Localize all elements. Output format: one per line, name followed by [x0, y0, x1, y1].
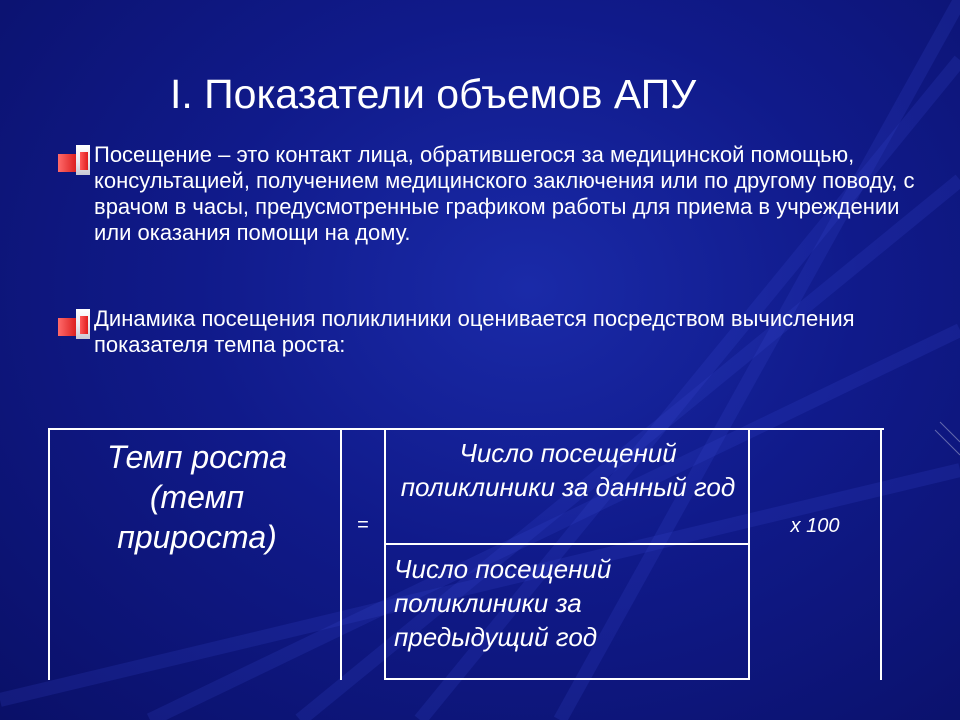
numerator-text: Число посещений поликлиники за данный год: [400, 438, 736, 502]
slide-title: I. Показатели объемов АПУ: [170, 71, 697, 117]
fraction-line: [384, 543, 750, 545]
denominator-text: Число посещений поликлиники за предыдущий год: [394, 554, 612, 652]
bullet-text: Посещение – это контакт лица, обратившегося за медицинской помощью, консультацией, получением медицинского заключения или по другому поводу, с врачом в часы, предусмотренные графиком работы для приема в учреждении или оказания помощи на дому.: [94, 142, 915, 245]
formula-right-border: [880, 428, 882, 680]
formula-separator-1: [340, 428, 342, 680]
fraction-right-border: [748, 428, 750, 680]
growth-rate-label: Темп роста (темп прироста): [106, 439, 288, 555]
formula-top-border: [48, 428, 884, 430]
fraction-left-border: [384, 428, 386, 680]
multiplier-text: х 100: [790, 515, 840, 537]
fraction-bottom-border: [384, 678, 750, 680]
formula-left-border: [48, 428, 50, 680]
bullet-text: Динамика посещения поликлиники оценивается посредством вычисления показателя темпа роста:: [94, 306, 855, 357]
equals-sign: =: [357, 514, 369, 536]
